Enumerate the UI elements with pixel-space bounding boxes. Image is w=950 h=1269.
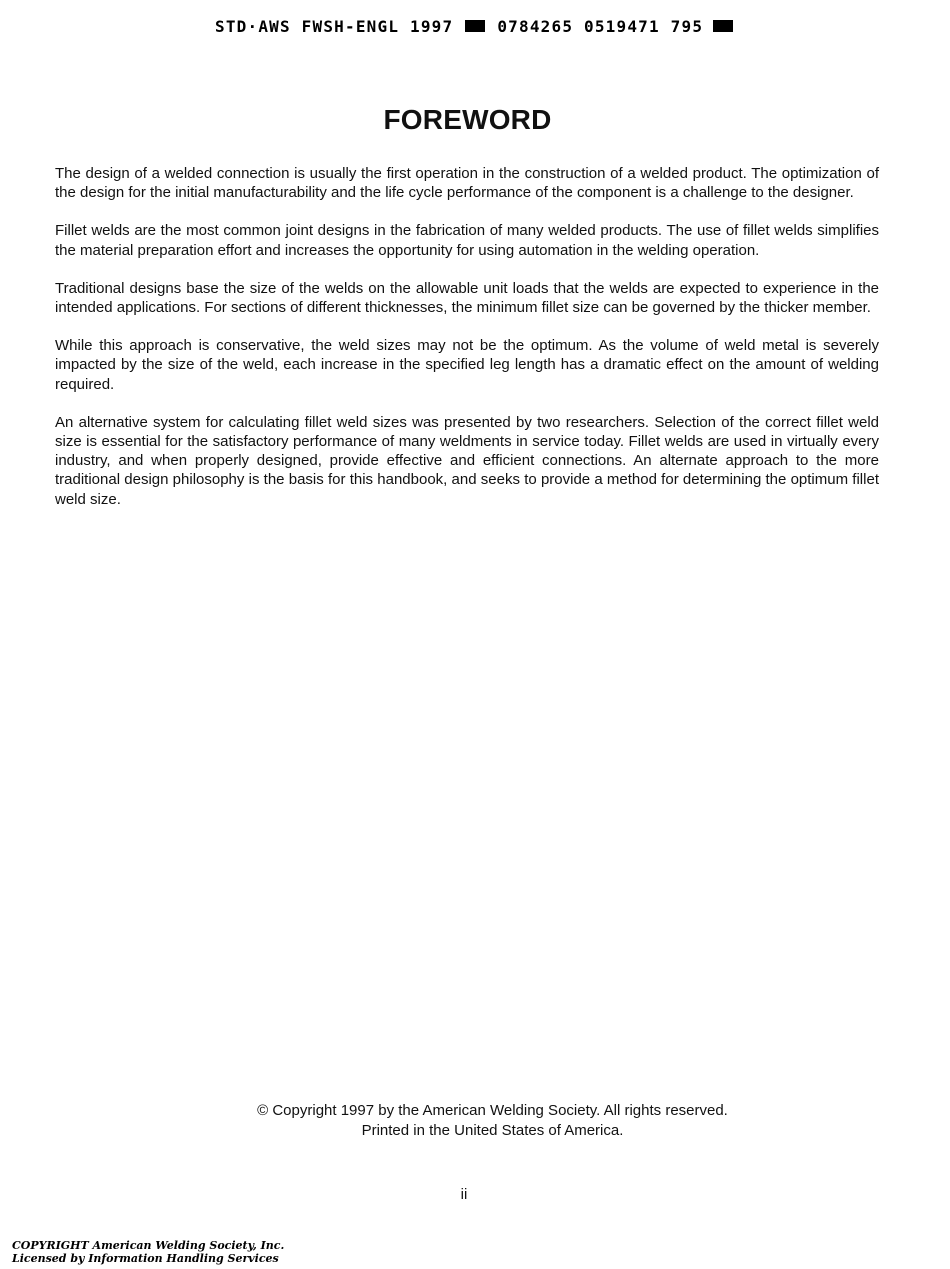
- doc-code: STD·AWS FWSH-ENGL 1997: [215, 16, 454, 36]
- doc-number: 0784265 0519471 795: [497, 16, 704, 36]
- paragraph: The design of a welded connection is usually the first operation in the construction of a welded product. The optimization of the design for the initial manufacturability and the life cycle performance of the component is a challenge to the designer.: [55, 165, 879, 202]
- page-number: ii: [460, 1186, 468, 1203]
- paragraph: While this approach is conservative, the weld sizes may not be the optimum. As the volume of weld metal is severely impacted by the size of the weld, each increase in the specified leg length has a dramatic effect on the amount of welding required.: [55, 337, 879, 393]
- footer-copyright-line: COPYRIGHT American Welding Society, Inc.: [12, 1239, 285, 1252]
- page-title: FOREWORD: [383, 104, 552, 135]
- paragraph: Fillet welds are the most common joint designs in the fabrication of many welded products. The use of fillet welds simplifies the material preparation effort and increases the opportunity for using automation in the welding operation.: [55, 222, 879, 259]
- foreword-body: [55, 164, 879, 528]
- paragraph: An alternative system for calculating fillet weld sizes was presented by two researchers. Selection of the correct fillet weld size is essential for the satisfactory performance of many weldments in service today. Fillet welds are used in virtually every industry, and when properly designed, provide effective and efficient connections. An alternate approach to the more traditional design philosophy is the basis for this handbook, and seeks to provide a method for determining the optimum fillet weld size.: [55, 413, 879, 508]
- printed-in-line: Printed in the United States of America.: [361, 1121, 624, 1139]
- footer-license-line: Licensed by Information Handling Services: [12, 1251, 279, 1265]
- document-header-code: [215, 15, 775, 37]
- barcode-block-end-icon: [713, 20, 733, 32]
- paragraph: Traditional designs base the size of the welds on the allowable unit loads that the welds are expected to experience in the intended applications. For sections of different thicknesses, the minimum fillet size can be governed by the thicker member.: [55, 279, 879, 317]
- license-footer: [12, 1240, 284, 1265]
- copyright-line: © Copyright 1997 by the American Welding Society. All rights reserved.: [257, 1102, 728, 1119]
- copyright-notice: [0, 1101, 950, 1140]
- barcode-block-icon: [465, 20, 485, 32]
